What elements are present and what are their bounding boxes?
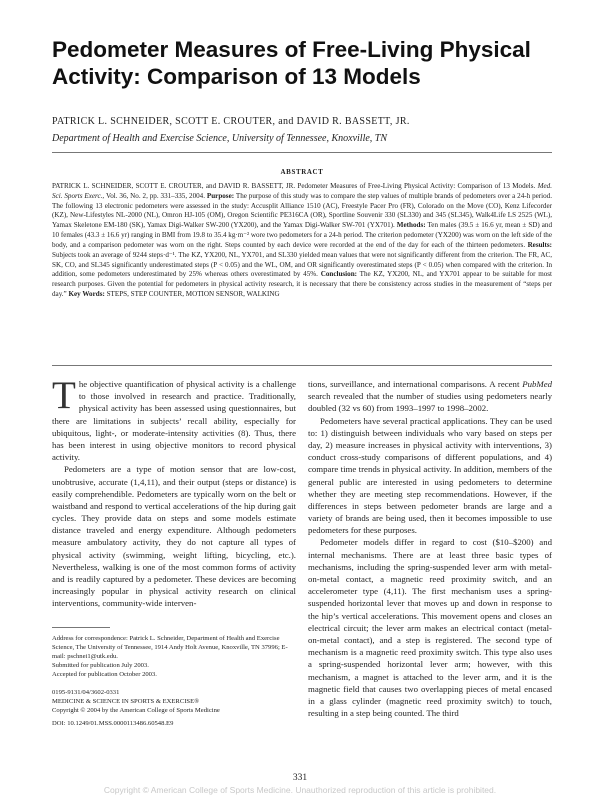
copyright-watermark: Copyright © American College of Sports Medicine. Unauthorized reproduction of this article is prohibited. xyxy=(103,785,497,795)
paragraph-text: search revealed that the number of studies using pedometers nearly doubled (32 vs 60) from 1993–1997 to 1998–2002. xyxy=(308,391,552,414)
paragraph-text: he objective quantification of physical activity is a challenge to those involved in research and practice. Traditionally, physical activity has been assessed using questionnaires, but there are limitations in subjects’ recall ability, especially for ubiquitous, light-, or moderate-intensity activities (8). Thus, there has been interest in using objective monitors to record physical activity. xyxy=(52,379,296,463)
keywords: STEPS, STEP COUNTER, MOTION SENSOR, WALKING xyxy=(106,289,280,298)
correspondence-address: Address for correspondence: Patrick L. Schneider, Department of Health and Exercise Science, The University of Tennessee, 1914 Andy Holt Avenue, Knoxville, TN 37996; E-mail: pschnei1@utk.edu. xyxy=(52,635,288,660)
body-column-right xyxy=(308,378,552,719)
author-list: PATRICK L. SCHNEIDER, SCOTT E. CROUTER, and DAVID R. BASSETT, JR. xyxy=(52,116,410,127)
footnote-block xyxy=(52,634,296,728)
abstract-purpose: The purpose of this study was to compare the step values of multiple brands of pedometers over a 24-h period. The following 13 electronic pedometers were assessed in the study: Accusplit Alliance 1510 (AC), Freestyle Pacer Pro (FR), Colorado on the Move (CO), Kenz Lifecorder (KZ), New-Lifestyles NL-2000 (NL), Omron HJ-105 (OM), Oregon Scientific PE316CA (OR), Sportline Souvenir 330 (SL330) and 345 (SL345), Walk4Life LS 2525 (WL), Yamax Skeletone EM-180 (SK), Yamax Digi-Walker SW-200 (YX200), and the Yamax Digi-Walker SW-701 (YX701). xyxy=(52,191,552,230)
abstract-results-label: Results: xyxy=(527,240,552,249)
affiliation: Department of Health and Exercise Science, University of Tennessee, Knoxville, TN xyxy=(52,133,388,144)
abstract-volume: Vol. 36, No. 2, pp. 331–335, 2004. xyxy=(106,191,205,200)
abstract-citation-authors: PATRICK L. SCHNEIDER, SCOTT E. CROUTER, and DAVID R. BASSETT, JR. Pedometer Measures of Free-Living Physical Activity: Comparison of 13 Models. xyxy=(52,182,536,190)
submitted-date: Submitted for publication July 2003. xyxy=(52,662,149,669)
drop-cap: T xyxy=(52,374,76,417)
abstract-journal: Med. Sci. Sports Exerc., xyxy=(52,182,552,200)
copyright-line: Copyright © 2004 by the American College of Sports Medicine xyxy=(52,707,220,714)
abstract-heading: ABSTRACT xyxy=(280,168,324,176)
abstract-purpose-label: Purpose: xyxy=(206,191,235,200)
top-divider xyxy=(52,152,552,153)
abstract-conclusion: The KZ, YX200, NL, and YX701 appear to be suitable for most research purposes. Given the potential for pedometers in physical activity research, it is necessary that there be consistency across studies in the measurement of “steps per day.” xyxy=(52,270,552,298)
page-number: 331 xyxy=(292,773,308,783)
body-paragraph: Pedometers are a type of motion sensor that are low-cost, unobtrusive, accurate (1,4,11), and their output (steps or distance) is easily comprehendible. Pedometers are typically worn on the belt or waistband and respond to vertical accelerations of the hip during gait cycles. They provide data on steps and some models estimate distance traveled and energy expenditure. Although pedometers measure ambulatory activity, they do not capture all types of physical activity (swimming, weight lifting, bicycling, etc.). Nevertheless, walking is one of the most common forms of activity and is readily captured by a pedometer. These devices are becoming increasingly popular in physical activity research on clinical interventions, community-wide interven- xyxy=(52,464,296,609)
body-paragraph: Pedometer models differ in regard to cost ($10–$200) and internal mechanisms. There are at least three basic types of mechanisms, including the spring-suspended lever arm with metal-on-metal contact, a magnetic reed proximity switch, and an accelerometer type (4,11). The first mechanism uses a spring-suspended horizontal lever that moves up and down in response to the hip’s vertical accelerations. This movement opens and closes an electrical circuit; the lever arm makes an electrical contact (metal-on-metal contact), and a step is registered. The second type of mechanism is a magnetic reed proximity switch. This type also uses a spring-suspended horizontal lever arm; however, with this mechanism, a magnet is attached to the lever arm, and it is the magnetic field that causes two overlapping pieces of metal encased in a glass cylinder (magnetic reed proximity switch) to touch, resulting in a step being counted. The third xyxy=(308,537,552,719)
abstract-methods-label: Methods: xyxy=(396,221,426,230)
abstract-divider xyxy=(52,365,552,366)
abstract-methods: Ten males (39.5 ± 16.6 yr, mean ± SD) and 10 females (43.3 ± 16.6 yr) ranging in BMI from 19.8 to 35.4 kg·m⁻² wore two pedometers for a 24-h period. The criterion pedometer (YX200) was worn on the left side of the body, and a comparison pedometer was worn on the right. Steps counted by each device were recorded at the end of the day for each of the thirteen pedometers. xyxy=(52,221,552,249)
doi: DOI: 10.1249/01.MSS.0000113486.60548.E9 xyxy=(52,720,174,727)
journal-name: MEDICINE & SCIENCE IN SPORTS & EXERCISE® xyxy=(52,698,200,705)
body-paragraph xyxy=(52,374,296,463)
accepted-date: Accepted for publication October 2003. xyxy=(52,671,157,678)
keywords-label: Key Words: xyxy=(68,289,105,298)
abstract-conclusion-label: Conclusion: xyxy=(320,270,357,279)
abstract-body xyxy=(52,182,552,300)
issn: 0195-9131/04/3602-0331 xyxy=(52,689,120,696)
paragraph-text: tions, surveillance, and international comparisons. A recent xyxy=(308,379,520,389)
body-column-left xyxy=(52,374,296,610)
body-paragraph: Pedometers have several practical applications. They can be used to: 1) distinguish between individuals who vary based on steps per day, 2) measure increases in physical activity with interventions, 3) conduct cross-study comparisons of different populations, and 4) compare time trends in physical activity. In addition, members of the general public are interested in using pedometers to determine whether they are meeting step recommendations. However, if the differences in steps between pedometer brands are large and a variety of brands are being used, then it becomes impossible to use pedometers for these purposes. xyxy=(308,415,552,536)
footnote-divider xyxy=(52,627,110,628)
abstract-results: Subjects took an average of 9244 steps·d⁻¹. The KZ, YX200, NL, YX701, and SL330 yielded mean values that were not significantly different from the criterion. The FR, AC, SK, CO, and SL345 significantly underestimated steps (P < 0.05) and the WL, OM, and OR significantly overestimated steps (P < 0.05) when compared with the criterion. In addition, some pedometers underestimated by 25% whereas others overestimated by 45%. xyxy=(52,250,552,279)
body-paragraph xyxy=(308,378,552,415)
pubmed-term: PubMed xyxy=(522,379,553,389)
article-title: Pedometer Measures of Free-Living Physical Activity: Comparison of 13 Models xyxy=(52,37,531,89)
